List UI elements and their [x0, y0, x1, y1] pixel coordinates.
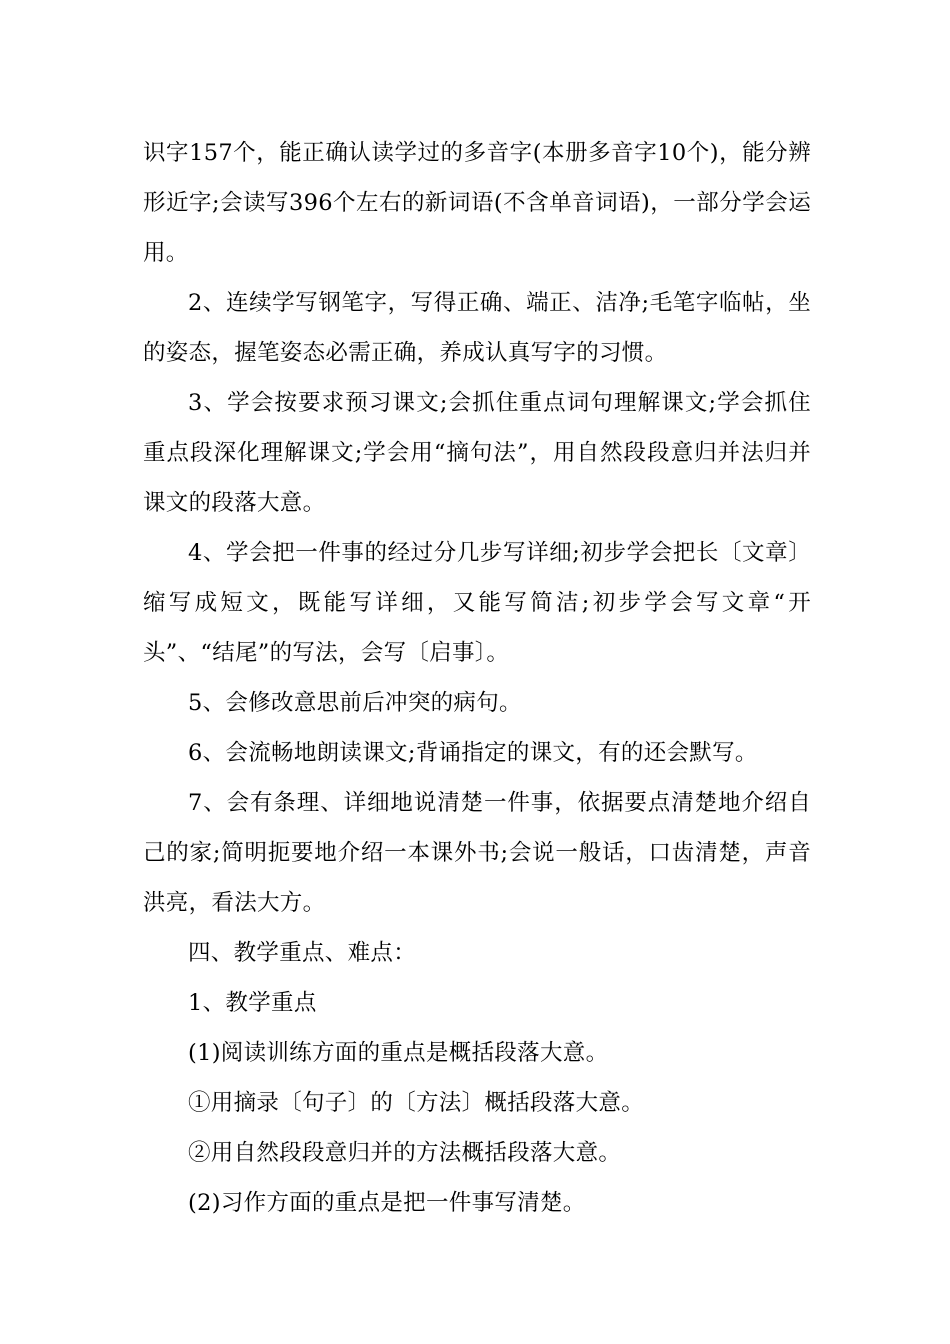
- paragraph-item-2: 2、连续学写钢笔字，写得正确、端正、洁净;毛笔字临帖，坐的姿态，握笔姿态必需正确，养成认真写字的习惯。: [143, 290, 811, 366]
- list-item-merge-method: ②用自然段段意归并的方法概括段落大意。: [188, 1140, 622, 1166]
- paragraph-literacy-continued: 识字157个，能正确认读学过的多音字(本册多音字10个)，能分辨形近字;会读写396个左右的新词语(不含单音词语)，一部分学会运用。: [143, 140, 811, 266]
- document-body: [143, 128, 811, 1228]
- list-item-writing-focus: (2)习作方面的重点是把一件事写清楚。: [188, 1190, 586, 1216]
- subheading-teaching-focus: 1、教学重点: [188, 990, 317, 1016]
- paragraph-item-6: 6、会流畅地朗读课文;背诵指定的课文，有的还会默写。: [188, 740, 758, 766]
- list-item-reading-focus: (1)阅读训练方面的重点是概括段落大意。: [188, 1040, 609, 1066]
- section-heading-key-points: 四、教学重点、难点：: [188, 940, 417, 966]
- paragraph-item-3: 3、学会按要求预习课文;会抓住重点词句理解课文;学会抓住重点段深化理解课文;学会用“摘句法”，用自然段段意归并法归并课文的段落大意。: [143, 390, 811, 516]
- paragraph-item-7: 7、会有条理、详细地说清楚一件事，依据要点清楚地介绍自己的家;简明扼要地介绍一本课外书;会说一般话，口齿清楚，声音洪亮，看法大方。: [143, 790, 811, 916]
- list-item-excerpt-method: ①用摘录〔句子〕的〔方法〕概括段落大意。: [188, 1090, 645, 1116]
- paragraph-item-4: 4、学会把一件事的经过分几步写详细;初步学会把长〔文章〕缩写成短文，既能写详细，又能写简洁;初步学会写文章“开头”、“结尾”的写法，会写〔启事〕。: [143, 540, 811, 666]
- paragraph-item-5: 5、会修改意思前后冲突的病句。: [188, 690, 522, 716]
